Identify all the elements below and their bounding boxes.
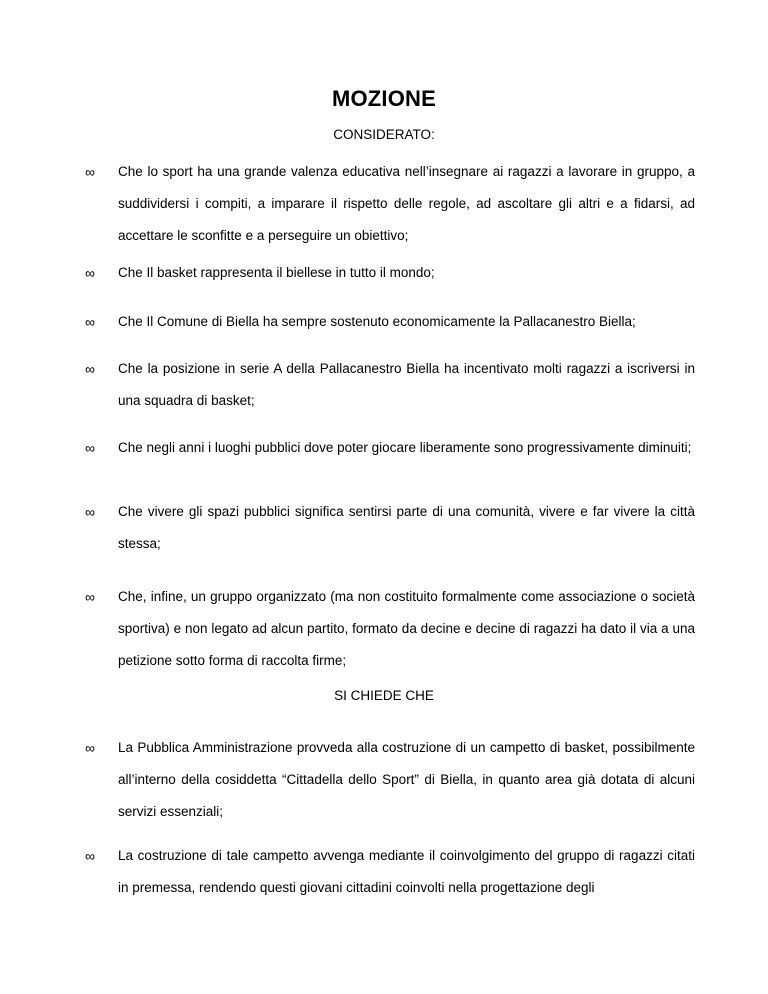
section-heading-considerato: CONSIDERATO: [333,127,435,142]
list-item [85,840,695,904]
list-item [85,581,695,677]
infinity-bullet-icon: ∞ [85,504,95,520]
list-item-text: Che Il Comune di Biella ha sempre sostenuto economicamente la Pallacanestro Biella; [118,314,636,329]
infinity-bullet-icon: ∞ [85,314,95,330]
list-item-text: Che negli anni i luoghi pubblici dove poter giocare liberamente sono progressivamente diminuiti; [118,440,692,455]
list-item [85,496,695,560]
list-item-text: Che vivere gli spazi pubblici significa sentirsi parte di una comunità, vivere e far vivere la città stessa; [118,504,695,551]
list-item [85,306,695,338]
document-title: MOZIONE [331,86,437,111]
list-item-text: Che, infine, un gruppo organizzato (ma non costituito formalmente come associazione o società sportiva) e non legato ad alcun partito, formato da decine e decine di ragazzi ha dato il via a una petizione sotto forma di raccolta firme; [118,589,695,668]
section-heading-si-chiede-che: SI CHIEDE CHE [334,688,434,703]
infinity-bullet-icon: ∞ [85,740,95,756]
list-item [85,257,695,289]
infinity-bullet-icon: ∞ [85,589,95,605]
list-item [85,432,695,464]
list-item-text: Che lo sport ha una grande valenza educativa nell’insegnare ai ragazzi a lavorare in gruppo, a suddividersi i compiti, a imparare il rispetto delle regole, ad ascoltare gli altri e a fidarsi, ad accettare le sconfitte e a perseguire un obiettivo; [118,164,695,243]
infinity-bullet-icon: ∞ [85,440,95,456]
list-item [85,156,695,252]
infinity-bullet-icon: ∞ [85,164,95,180]
infinity-bullet-icon: ∞ [85,848,95,864]
list-item-text: La Pubblica Amministrazione provveda alla costruzione di un campetto di basket, possibilmente all’interno della cosiddetta “Cittadella dello Sport” di Biella, in quanto area già dotata di alcuni servizi essenziali; [118,740,695,819]
list-item-text: La costruzione di tale campetto avvenga mediante il coinvolgimento del gruppo di ragazzi citati in premessa, rendendo questi giovani cittadini coinvolti nella progettazione degli [118,848,695,895]
infinity-bullet-icon: ∞ [85,265,95,281]
list-item-text: Che Il basket rappresenta il biellese in tutto il mondo; [118,265,435,280]
list-item-text: Che la posizione in serie A della Pallacanestro Biella ha incentivato molti ragazzi a iscriversi in una squadra di basket; [118,361,695,408]
list-item [85,732,695,828]
infinity-bullet-icon: ∞ [85,361,95,377]
list-item [85,353,695,417]
